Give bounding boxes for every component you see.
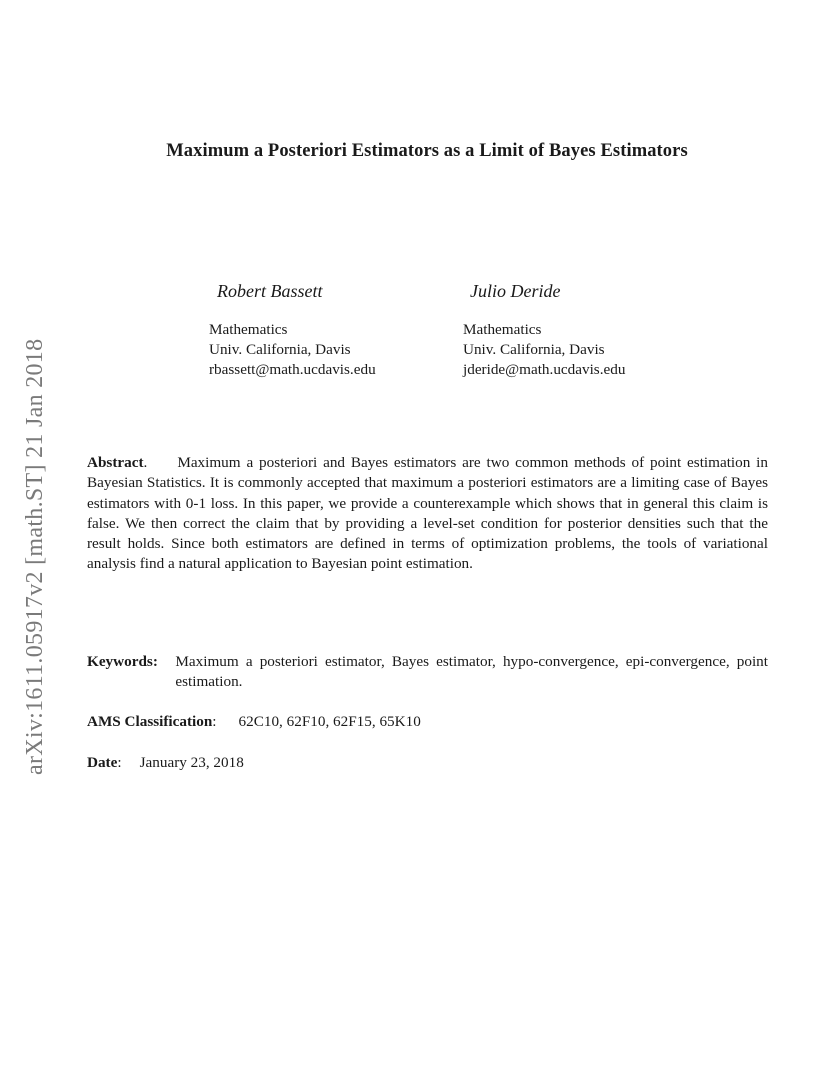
ams-codes: 62C10, 62F10, 62F15, 65K10	[238, 713, 421, 730]
ams-label: AMS Classification	[87, 713, 213, 730]
abstract-text: Maximum a posteriori and Bayes estimators are two common methods of point estimation in Bayesian Statistics. It is commonly accepted that maximum a posteriori estimators are a limiting case of Bayes estimators with 0-1 loss. In this paper, we provide a counterexample which shows that in general this claim is false. We then correct the claim that by providing a level-set condition for posterior densities such that the result holds. Since both estimators are defined in terms of optimization problems, the tools of variational analysis find a natural application to Bayesian point estimation.	[87, 454, 768, 573]
ams-classification: AMS Classification: 62C10, 62F10, 62F15, 65K10	[87, 713, 421, 730]
keywords-label: Keywords	[87, 653, 153, 670]
date-label: Date	[87, 754, 118, 771]
keywords-text: Maximum a posteriori estimator, Bayes estimator, hypo-convergence, epi-convergence, point estimation.	[175, 653, 768, 691]
author-univ-2: Univ. California, Davis	[463, 341, 605, 358]
paper-title: Maximum a Posteriori Estimators as a Limit of Bayes Estimators	[166, 141, 688, 161]
date-value: January 23, 2018	[139, 754, 244, 771]
author-email-1[interactable]: rbassett@math.ucdavis.edu	[209, 361, 376, 378]
arxiv-stamp: arXiv:1611.05917v2 [math.ST] 21 Jan 2018	[22, 338, 48, 775]
date-line: Date: January 23, 2018	[87, 754, 244, 771]
author-affiliation-2	[463, 320, 625, 380]
author-dept-1: Mathematics	[209, 321, 288, 338]
author-name-1: Robert Bassett	[217, 281, 323, 301]
keywords: Keywords: Maximum a posteriori estimator, Bayes estimator, hypo-convergence, epi-convergence, point estimation.	[87, 652, 768, 693]
author-name-2: Julio Deride	[470, 281, 561, 301]
abstract: Abstract. Maximum a posteriori and Bayes estimators are two common methods of point estimation in Bayesian Statistics. It is commonly accepted that maximum a posteriori estimators are a limiting case of Bayes estimators with 0-1 loss. In this paper, we provide a counterexample which shows that in general this claim is false. We then correct the claim that by providing a level-set condition for posterior densities such that the result holds. Since both estimators are defined in terms of optimization problems, the tools of variational analysis find a natural application to Bayesian point estimation.	[87, 454, 768, 573]
author-univ-1: Univ. California, Davis	[209, 341, 351, 358]
author-affiliation-1	[209, 320, 376, 380]
abstract-label: Abstract	[87, 454, 144, 471]
author-email-2[interactable]: jderide@math.ucdavis.edu	[463, 361, 626, 378]
author-dept-2: Mathematics	[463, 321, 542, 338]
